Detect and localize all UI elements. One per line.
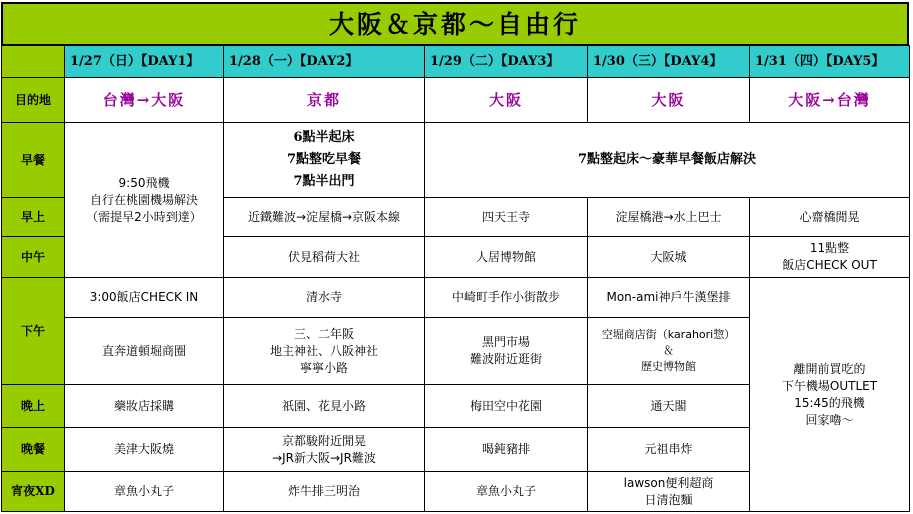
destination-day5: 大阪→台灣: [749, 77, 910, 123]
cell-day1-dinner: 美津大阪燒: [64, 427, 224, 472]
day-header-3: 1/29（二）【DAY3】: [424, 45, 588, 78]
row-label-morning: 早上: [1, 197, 65, 237]
cell-day3-afternoon-1: 中崎町手作小街散步: [424, 277, 588, 318]
cell-day4-late-night: lawson便利超商 日清泡麵: [587, 471, 750, 512]
cell-day3-noon: 人居博物館: [424, 236, 588, 278]
destination-day1: 台灣→大阪: [64, 77, 224, 123]
cell-day4-noon: 大阪城: [587, 236, 750, 278]
day-header-5: 1/31（四）【DAY5】: [749, 45, 910, 78]
cell-day1-late-night: 章魚小丸子: [64, 471, 224, 512]
cell-day2-late-night: 炸牛排三明治: [223, 471, 425, 512]
row-label-noon: 中午: [1, 236, 65, 278]
cell-day2-breakfast: 6點半起床 7點整吃早餐 7點半出門: [223, 122, 425, 198]
day-header-2: 1/28（一）【DAY2】: [223, 45, 425, 78]
cell-day4-dinner: 元祖串炸: [587, 427, 750, 472]
row-label-evening: 晚上: [1, 384, 65, 428]
cell-day3-evening: 梅田空中花園: [424, 384, 588, 428]
cell-day1-early: 9:50飛機 自行在桃園機場解決 （需提早2小時到達）: [64, 122, 224, 278]
cell-day1-afternoon-2: 直奔道頓堀商圈: [64, 317, 224, 385]
cell-day5-morning: 心齋橋閒晃: [749, 197, 910, 237]
cell-day4-evening: 通天閣: [587, 384, 750, 428]
cell-day1-afternoon-1: 3:00飯店CHECK IN: [64, 277, 224, 318]
cell-day2-evening: 祇園、花見小路: [223, 384, 425, 428]
cell-day4-afternoon-2: 空堀商店街（karahori惣） ＆ 歷史博物館: [587, 317, 750, 385]
row-label-afternoon: 下午: [1, 277, 65, 385]
row-label-dinner: 晚餐: [1, 427, 65, 472]
row-label-late-night: 宵夜XD: [1, 471, 65, 512]
cell-day3-dinner: 喝鈍豬排: [424, 427, 588, 472]
day-header-4: 1/30（三）【DAY4】: [587, 45, 750, 78]
destination-day2: 京都: [223, 77, 425, 123]
day-header-1: 1/27（日）【DAY1】: [64, 45, 224, 78]
cell-day2-afternoon-2: 三、二年阪 地主神社、八阪神社 寧寧小路: [223, 317, 425, 385]
cell-day4-afternoon-1: Mon-ami神戶牛漢堡排: [587, 277, 750, 318]
cell-day3-late-night: 章魚小丸子: [424, 471, 588, 512]
row-label-destination: 目的地: [1, 77, 65, 123]
cell-day5-noon: 11點整 飯店CHECK OUT: [749, 236, 910, 278]
cell-day2-morning: 近鐵難波→淀屋橋→京阪本線: [223, 197, 425, 237]
cell-day3-morning: 四天王寺: [424, 197, 588, 237]
cell-day2-afternoon-1: 清水寺: [223, 277, 425, 318]
cell-day2-dinner: 京都駿附近閒晃 →JR新大阪→JR難波: [223, 427, 425, 472]
cell-day4-morning: 淀屋橋港→水上巴士: [587, 197, 750, 237]
destination-day4: 大阪: [587, 77, 750, 123]
cell-day1-evening: 藥妝店採購: [64, 384, 224, 428]
cell-day2-noon: 伏見稻荷大社: [223, 236, 425, 278]
destination-day3: 大阪: [424, 77, 588, 123]
cell-days345-breakfast: 7點整起床～豪華早餐飯店解決: [424, 122, 910, 198]
header-corner: [1, 45, 65, 78]
cell-day3-afternoon-2: 黑門市場 難波附近逛街: [424, 317, 588, 385]
row-label-breakfast: 早餐: [1, 122, 65, 198]
page-title: 大阪＆京都～自由行: [1, 2, 909, 46]
cell-day5-afternoon: 離開前買吃的 下午機場OUTLET 15:45的飛機 回家嚕～: [749, 277, 910, 512]
